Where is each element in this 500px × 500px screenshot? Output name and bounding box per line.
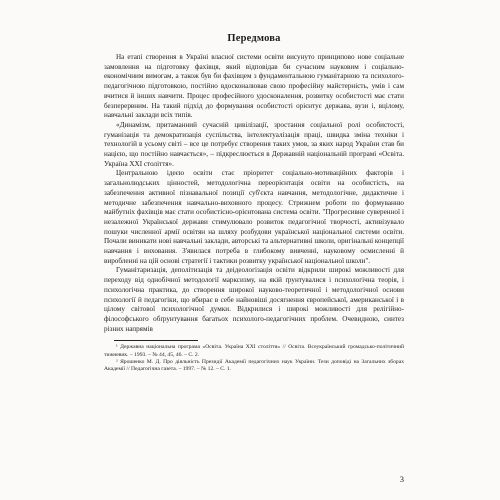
- footnote-1: ¹ Державна національна програма «Освіта. Україна XXI століття» // Освіта. Всеукраїнський громадсько-політичний тижневик. – 1993. – № 44, 45, 46. – С. 2.: [104, 344, 404, 358]
- page-title: Передмова: [227, 33, 281, 44]
- paragraph-intro: На етапі створення в Україні власної системи освіти висунуто принципово нове соціальне замовлення на підготовку фахівця, який відповідав би сучасним науковим і соціально-економічним вимогам, а також був би фахівцем з фундаментальною гуманітарною та психолого-педагогічною підготовкою, постійно вдосконалював свою професійну майстерність, умів і сам вчитися й інших навчити. Процес професійного удосконалення, розвитку особистості має стати безперервним. На такий підхід до формування особистості орієнтує держава, вузи і, вцілому, навчальні заклади всіх типів.: [104, 53, 404, 120]
- paragraph-humanitarization: Гуманітаризація, деполітизація та деідеологізація освіти відкрили широкі можливості для переходу від однобічної методології марксизму, на якій ґрунтувалися і психологічна теорія, і психологічна практика, до створення широкої науково-теоретичної і методологічної основи психології й педагогіки, що вбирає в себе найновіші досягнення європейської, американської і в цілому світової психологічної думки. Відкрилися і широкі можливості для релігійно-філософського обґрунтування багатьох психолого-педагогічних проблем. Очевидною, синтез різних напрямів: [104, 266, 404, 333]
- paragraph-quote: «Динамізм, притаманний сучасній цивілізації, зростання соціальної ролі особистості, гуманізація та демократизація суспільства, інтелектуалізація праці, швидка зміна техніки і технологій в усьому світі – все це потребує створення таких умов, за яких народ України став би нацією, що постійно навчається», – підкреслюється в Державній національній програмі «Освіта. Україна XXI століття».: [104, 120, 404, 168]
- document-page: [104, 22, 404, 492]
- footnote-divider: [114, 340, 198, 341]
- page-number: 3: [399, 474, 404, 484]
- paragraph-central-idea: Центральною ідеєю освіти стає пріоритет соціально-мотиваційних факторів і загальнолюдських цінностей, методологічна переорієнтація освіти на особистість, на забезпечення активної пізнавальної позиції суб'єкта навчання, методологічне, дидактичне і методичне забезпечення навчально-виховного процесу. Стрижнем роботи по формуванню майбутніх фахівців має стати особистісно-орієнтована система освіти. "Прогресивне суверенної і незалежної Української держави стимулювало розвиток педагогічної творчості, активізувало пошуки численної армії освітян на шляху розбудови української національної системи освіти. Почали виникати нові навчальні заклади, авторські та альтернативні школи, оригінальні концепції навчання і виховання. З'явилася потреба в глибокому вивченні, науковому осмисленні й виробленні на цій основі стратегії і тактики розвитку української національної школи".: [104, 169, 404, 265]
- footnote-2: ² Ярошенко М. Д. Про діяльність Президії Академії педагогічних наук України. Тези доповіді на Загальних зборах Академії // Педагогічна газета. – 1997. – № 12. – С. 1.: [104, 358, 404, 373]
